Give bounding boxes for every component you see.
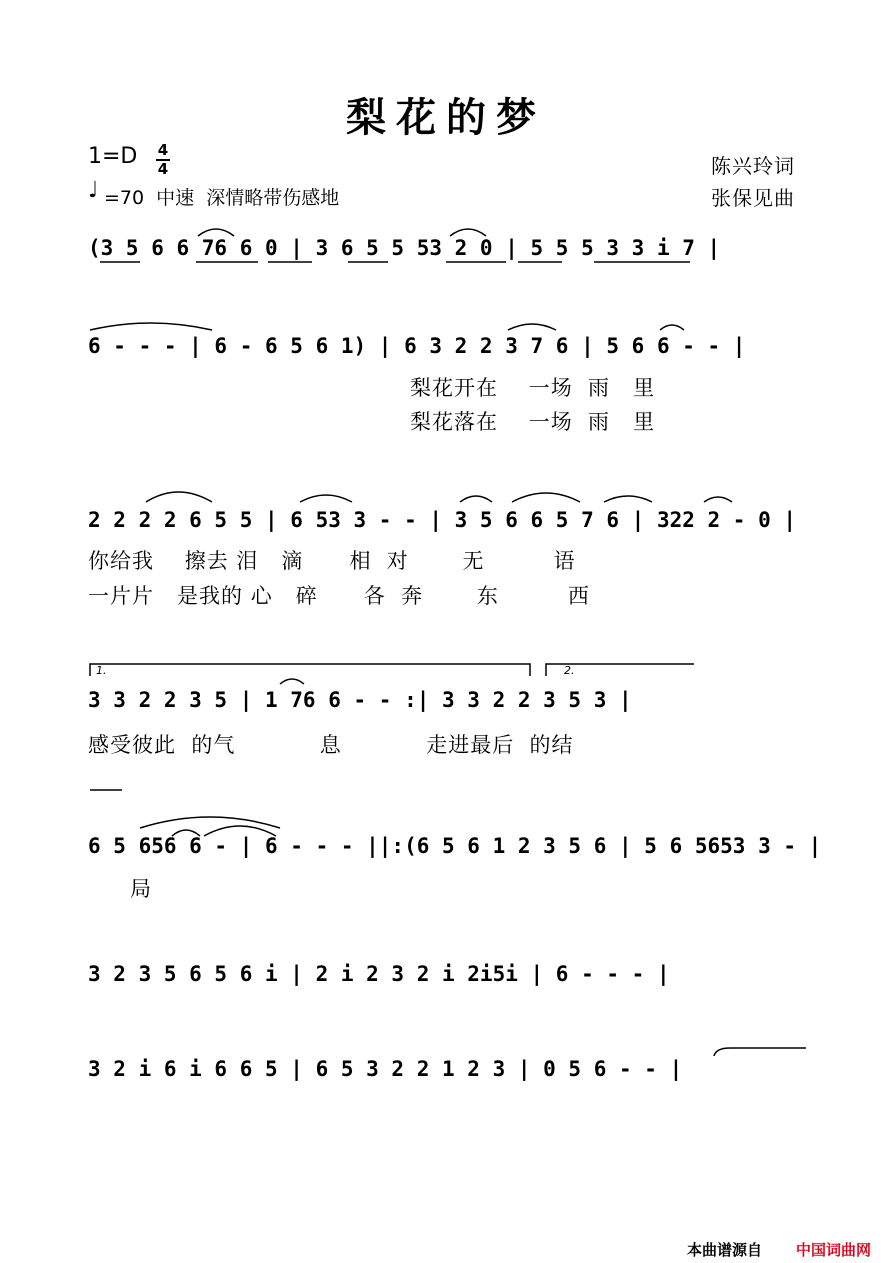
song-title: 梨花的梦: [346, 95, 546, 141]
footer-source-label: 本曲谱源自: [687, 1241, 763, 1259]
lyricist-credit: 陈兴玲词: [711, 154, 795, 178]
time-sig-top: 4: [157, 141, 169, 159]
score-line-text: 6 - - - | 6 - 6 5 6 1) | 6 3 2 2 3 7 6 | 5 6 6 - - |: [88, 334, 746, 358]
lyrics-line-3-verse-1: 你给我 擦去 泪 滴 相 对 无 语: [88, 549, 576, 573]
tempo-marking: =70 中速 深情略带伤感地: [104, 187, 340, 209]
lyrics-line-4: 感受彼此 的气 息 走进最后 的结: [88, 733, 574, 757]
score-line-text: 2 2 2 2 6 5 5 | 6 53 3 - - | 3 5 6 6 5 7 6 | 322 2 - 0 |: [88, 508, 797, 532]
score-line-text: 6 5 656 6 - | 6 - - - ||:(6 5 6 1 2 3 5 6 | 5 6 5653 3 - |: [88, 834, 822, 858]
lyrics-line-3-verse-2: 一片片 是我的 心 碎 各 奔 东 西: [88, 584, 590, 608]
volta-second-label: 2.: [564, 664, 575, 677]
quarter-note-icon: ♩: [88, 178, 99, 203]
composer-credit: 张保见曲: [711, 186, 795, 210]
lyrics-line-2-verse-1: 梨花开在 一场 雨 里: [410, 376, 656, 400]
score-line-text: 3 2 3 5 6 5 6 i | 2 i 2 3 2 i 2i5i | 6 - - - |: [88, 962, 670, 986]
score-line-text: 3 3 2 2 3 5 | 1 76 6 - - :| 3 3 2 2 3 5 3 |: [88, 688, 632, 712]
time-sig-bottom: 4: [157, 160, 169, 178]
score-line-text: 3 2 i 6 i 6 6 5 | 6 5 3 2 2 1 2 3 | 0 5 6 - - |: [88, 1057, 683, 1081]
key-signature: 1=D: [88, 144, 138, 169]
lyrics-line-2-verse-2: 梨花落在 一场 雨 里: [410, 410, 656, 434]
footer-site-name[interactable]: 中国词曲网: [796, 1241, 872, 1259]
score-line-text: (3 5 6 6 76 6 0 | 3 6 5 5 53 2 0 | 5 5 5 3 3 i 7 |: [88, 236, 721, 260]
lyrics-line-5: 局: [130, 877, 152, 901]
volta-first-label: 1.: [96, 664, 107, 677]
